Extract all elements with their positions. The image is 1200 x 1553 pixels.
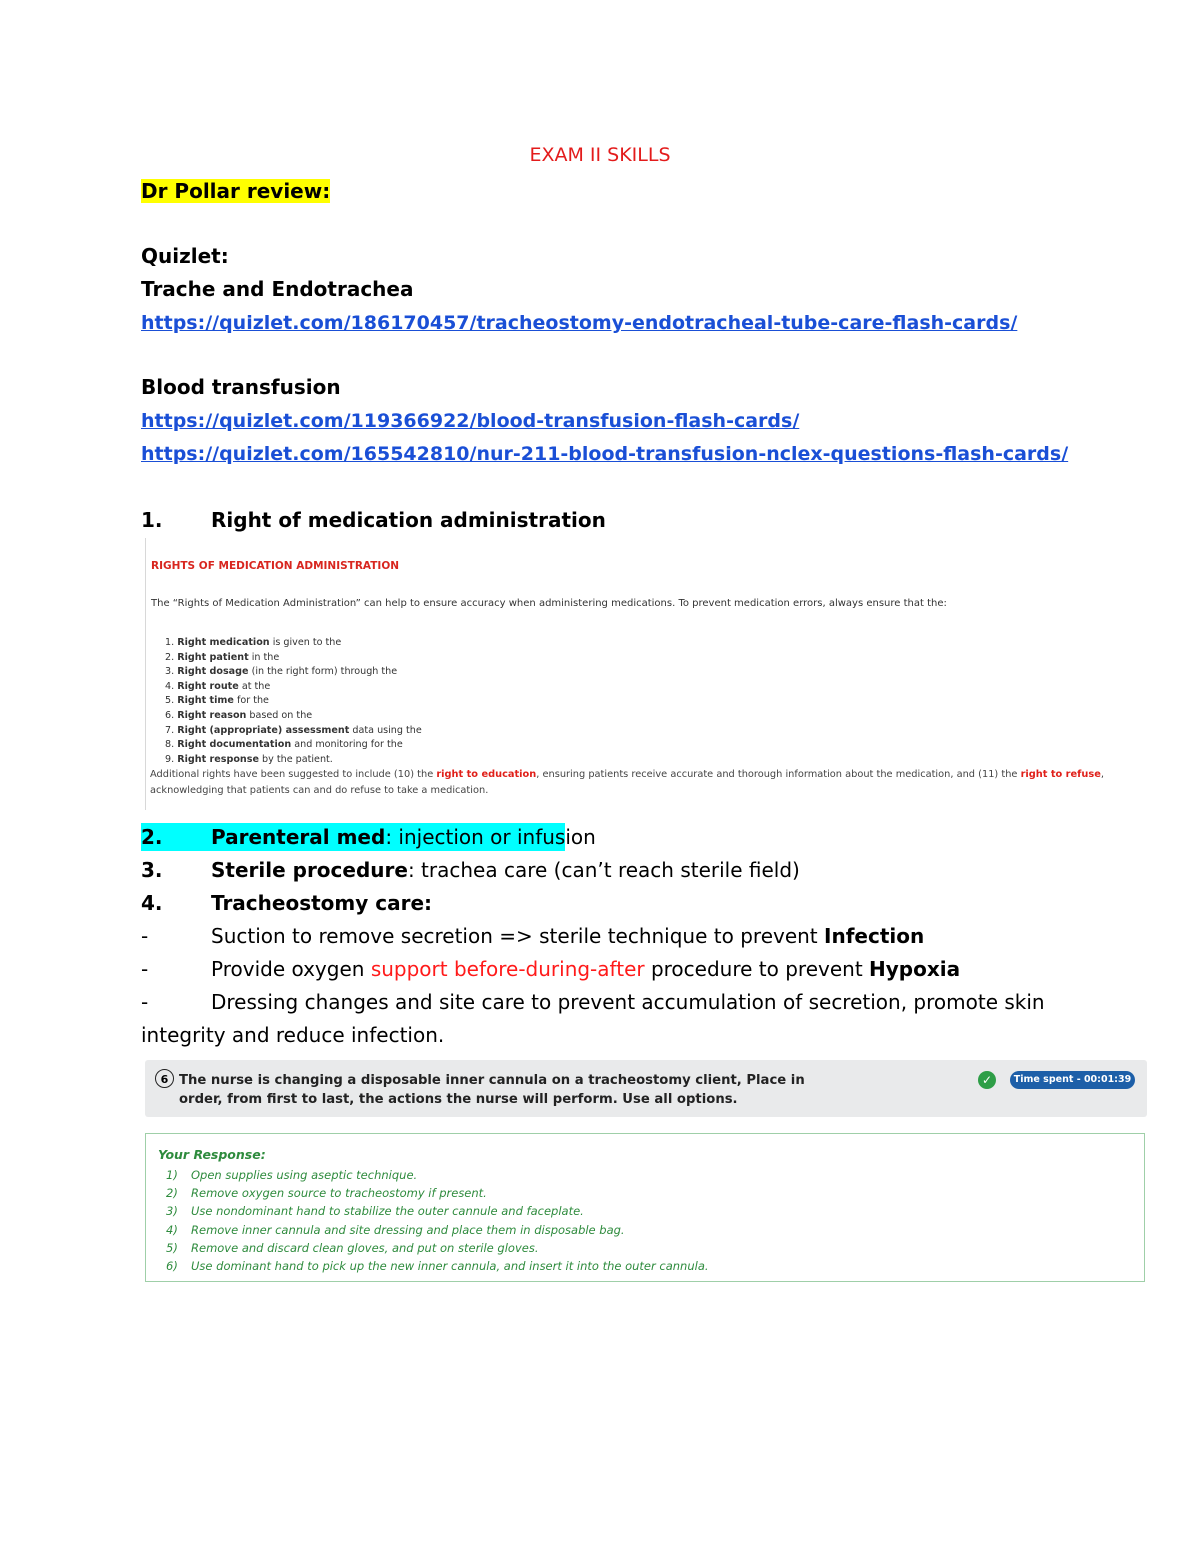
item-3-number: 3. <box>141 858 163 882</box>
list-item: 4. Right route at the <box>165 680 271 692</box>
bullet-dash-2: - <box>141 957 149 981</box>
list-item: 5. Right time for the <box>165 695 269 707</box>
page-title: EXAM II SKILLS <box>529 144 671 166</box>
blood-heading: Blood transfusion <box>141 375 341 399</box>
item-4-label: Tracheostomy care: <box>211 891 433 915</box>
list-item: 7. Right (appropriate) assessment data using the <box>165 724 422 736</box>
list-item: 8. Right documentation and monitoring for the <box>165 739 403 751</box>
review-label-text: Dr Pollar review: <box>141 179 331 203</box>
bullet-dressing-line1: Dressing changes and site care to prevent accumulation of secretion, promote skin <box>211 990 1045 1014</box>
list-item: 1. Right medication is given to the <box>165 637 342 648</box>
list-item: 2. Right patient in the <box>165 651 280 663</box>
bullet-dressing-line2: integrity and reduce infection. <box>141 1023 445 1047</box>
list-item: 5) Remove and discard clean gloves, and put on sterile gloves. <box>166 1240 539 1255</box>
question-text: The nurse is changing a disposable inner cannula on a tracheostomy client, Place in order, from first to last, the actions the nurse will perform. Use all options. <box>179 1073 805 1107</box>
item-2-label: Parenteral med: injection or infusion <box>211 825 596 849</box>
time-spent-badge: Time spent - 00:01:39 <box>1010 1071 1135 1089</box>
review-label <box>141 181 330 201</box>
item-3-label: Sterile procedure: trachea care (can’t reach sterile field) <box>211 858 800 882</box>
trache-link[interactable]: https://quizlet.com/186170457/tracheostomy-endotracheal-tube-care-flash-cards/ <box>141 312 1018 334</box>
bullet-dash-1: - <box>141 924 149 948</box>
quizlet-label: Quizlet: <box>141 244 229 268</box>
list-item: 6) Use dominant hand to pick up the new inner cannula, and insert it into the outer cannula. <box>166 1259 709 1274</box>
item-1-label: Right of medication administration <box>211 508 606 532</box>
bullet-oxygen: Provide oxygen support before-during-after procedure to prevent Hypoxia <box>211 957 961 981</box>
bullet-dash-3: - <box>141 990 149 1014</box>
list-item: 2) Remove oxygen source to tracheostomy if present. <box>166 1186 487 1201</box>
response-title: Your Response: <box>158 1147 266 1162</box>
trache-heading: Trache and Endotrachea <box>141 277 414 301</box>
rights-image-title: RIGHTS OF MEDICATION ADMINISTRATION <box>151 560 400 572</box>
list-item: 1) Open supplies using aseptic technique. <box>166 1168 418 1182</box>
question-number: 6 <box>155 1069 174 1088</box>
item-1-number: 1. <box>141 508 163 532</box>
blood-link-2[interactable]: https://quizlet.com/165542810/nur-211-blood-transfusion-nclex-questions-flash-cards/ <box>141 443 1069 465</box>
list-item: 4) Remove inner cannula and site dressing and place them in disposable bag. <box>166 1222 625 1237</box>
rights-additional-note: Additional rights have been suggested to include (10) the right to education, ensuring patients receive accurate and thorough information about the medication, and (11) the right to refuse, acknowledging that patients can and do refuse to take a medication. <box>150 769 1104 796</box>
blood-link-1[interactable]: https://quizlet.com/119366922/blood-transfusion-flash-cards/ <box>141 410 800 432</box>
list-item: 3. Right dosage (in the right form) through the <box>165 666 398 678</box>
check-circle-icon: ✓ <box>978 1071 996 1089</box>
item-2-number: 2. <box>141 825 163 849</box>
list-item: 6. Right reason based on the <box>165 709 313 721</box>
response-list <box>166 1166 709 1275</box>
list-item: 3) Use nondominant hand to stabilize the outer cannule and faceplate. <box>166 1204 584 1219</box>
list-item: 9. Right response by the patient. <box>165 753 333 765</box>
rights-list <box>165 636 422 767</box>
bullet-suction: Suction to remove secretion => sterile technique to prevent Infection <box>211 924 925 948</box>
rights-image-intro: The “Rights of Medication Administration” can help to ensure accuracy when administering medications. To prevent medication errors, always ensure that the: <box>151 598 947 609</box>
item-4-number: 4. <box>141 891 163 915</box>
